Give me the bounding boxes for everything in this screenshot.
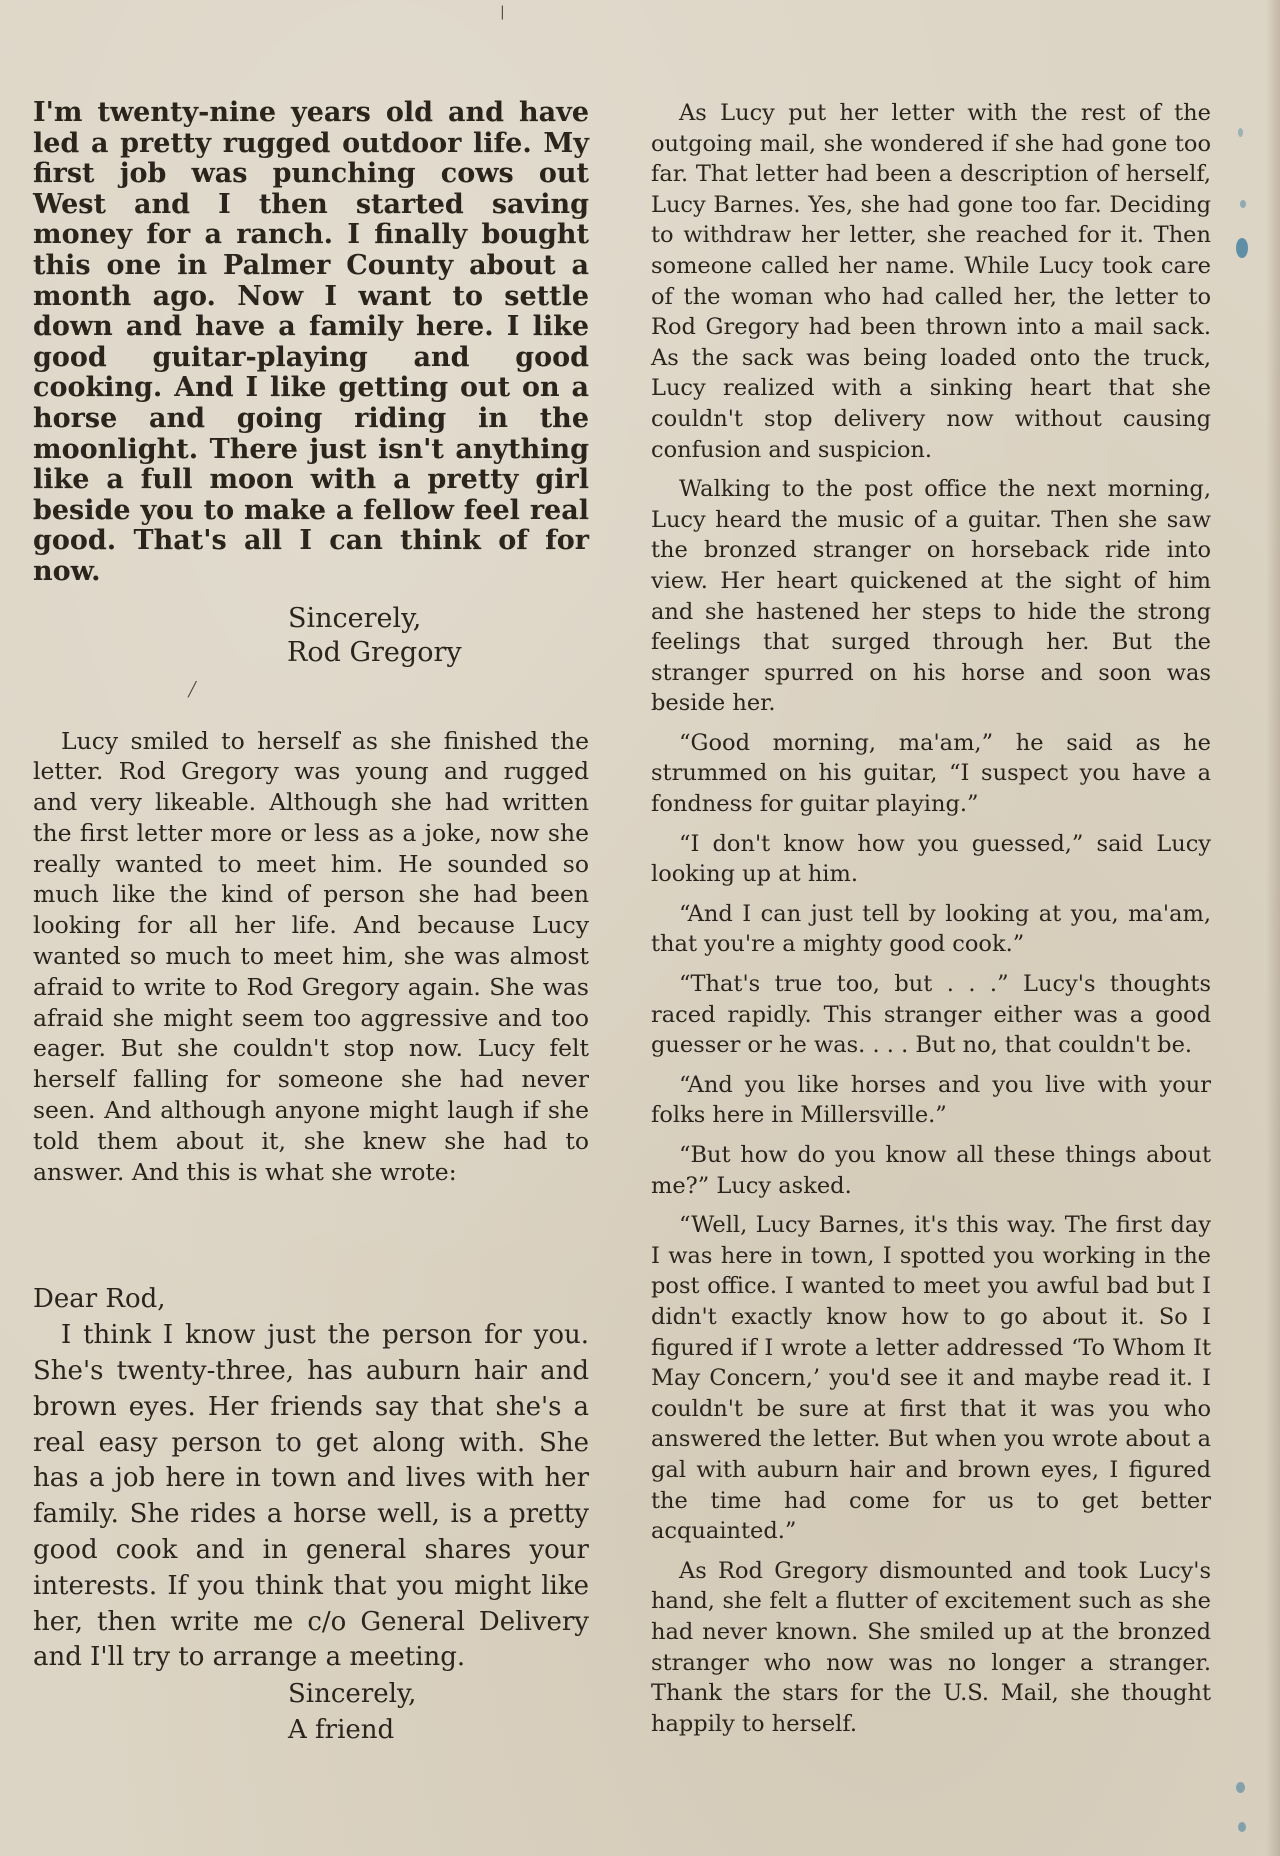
lucy-letter-signoff (288, 1676, 589, 1748)
ink-speck (1236, 1782, 1245, 1793)
ink-speck (1238, 1822, 1246, 1832)
lucy-letter-signature: A friend (288, 1715, 395, 1746)
story-paragraph: “Good morning, ma'am,” he said as he strummed on his guitar, “I suspect you have a fondness for guitar playing.” (651, 729, 1211, 818)
story-paragraph: “But how do you know all these things about me?” Lucy asked. (651, 1142, 1211, 1199)
lucy-letter (33, 1282, 589, 1748)
ink-speck (1238, 128, 1243, 137)
story-paragraph: “I don't know how you guessed,” said Lucy looking up at him. (651, 830, 1211, 888)
story-paragraph: As Lucy put her letter with the rest of the outgoing mail, she wondered if she had gone too far. That letter had been a description of herself, Lucy Barnes. Yes, she had gone too far. Deciding to withdraw her letter, she reached for it. Then someone called her name. While Lucy took care of the woman who had called her, the letter to Rod Gregory had been thrown into a mail sack. As the sack was being loaded onto the truck, Lucy realized with a sinking heart that she couldn't stop delivery now without causing confusion and suspicion. (651, 100, 1211, 463)
story-paragraph: “Well, Lucy Barnes, it's this way. The first day I was here in town, I spotted you working in the post office. I wanted to meet you awful bad but I didn't exactly know how to go about it. So I figured if I wrote a letter addressed ‘To Whom It May Concern,’ you'd see it and maybe read it. I couldn't be sure at first that it was you who answered the letter. But when you wrote about a gal with auburn hair and brown eyes, I figured the time had come for us to get better acquainted.” (651, 1212, 1211, 1545)
page-edge-shadow (1266, 0, 1280, 1856)
story-paragraph: Walking to the post office the next morning, Lucy heard the music of a guitar. Then she saw the bronzed stranger on horseback ride into view. Her heart quickened at the sight of him and she hastened her steps to hide the strong feelings that surged through her. But the stranger spurred on his horse and soon was beside her. (651, 476, 1211, 717)
rod-letter-body: I'm twenty-nine years old and have led a pretty rugged outdoor life. My first job was punching cows out West and I then started saving money for a ranch. I finally bought this one in Palmer County about a month ago. Now I want to settle down and have a family here. I like good guitar-playing and good cooking. And I like getting out on a horse and going riding in the moonlight. There just isn't anything like a full moon with a pretty girl beside you to make a fellow feel real good. That's all I can think of for now. (33, 97, 589, 587)
lucy-letter-salutation: Dear Rod, (33, 1284, 166, 1315)
right-column (651, 98, 1211, 1739)
narrative-paragraph (33, 726, 589, 1188)
rod-letter-signature: Rod Gregory (287, 636, 462, 668)
story-paragraph: “That's true too, but . . .” Lucy's thoughts raced rapidly. This stranger either was a good guesser or he was. . . . But no, that couldn't be. (651, 971, 1211, 1059)
rod-letter-signoff (288, 602, 589, 670)
ink-speck (1240, 200, 1246, 208)
story-paragraph: “And I can just tell by looking at you, ma'am, that you're a mighty good cook.” (651, 900, 1211, 958)
story-paragraph: As Rod Gregory dismounted and took Lucy's hand, she felt a flutter of excitement such as she had never known. She smiled up at the bronzed stranger who now was no longer a stranger. Thank the stars for the U.S. Mail, she thought happily to herself. (651, 1557, 1211, 1737)
pencil-mark: | (500, 4, 505, 20)
rod-letter (33, 98, 589, 670)
ink-speck (1236, 238, 1248, 258)
rod-letter-closing: Sincerely, (288, 602, 422, 634)
left-column (33, 98, 589, 1748)
story-paragraph: “And you like horses and you live with your folks here in Millersville.” (651, 1071, 1211, 1129)
pencil-mark: ╱ (188, 682, 197, 698)
narrative-text: Lucy smiled to herself as she finished the letter. Rod Gregory was young and rugged and very likeable. Although she had written the first letter more or less as a joke, now she really wanted to meet him. He sounded so much like the kind of person she had been looking for all her life. And because Lucy wanted so much to meet him, she was almost afraid to write to Rod Gregory again. She was afraid she might seem too aggressive and too eager. But she couldn't stop now. Lucy felt herself falling for someone she had never seen. And although anyone might laugh if she told them about it, she knew she had to answer. And this is what she wrote: (33, 726, 589, 1186)
lucy-letter-body: I think I know just the person for you. She's twenty-three, has auburn hair and brown eyes. Her friends say that she's a real easy person to get along with. She has a job here in town and lives with her family. She rides a horse well, is a pretty good cook and in general shares your interests. If you think that you might like her, then write me c/o General Delivery and I'll try to arrange a meeting. (33, 1320, 589, 1673)
lucy-letter-closing: Sincerely, (288, 1679, 417, 1710)
